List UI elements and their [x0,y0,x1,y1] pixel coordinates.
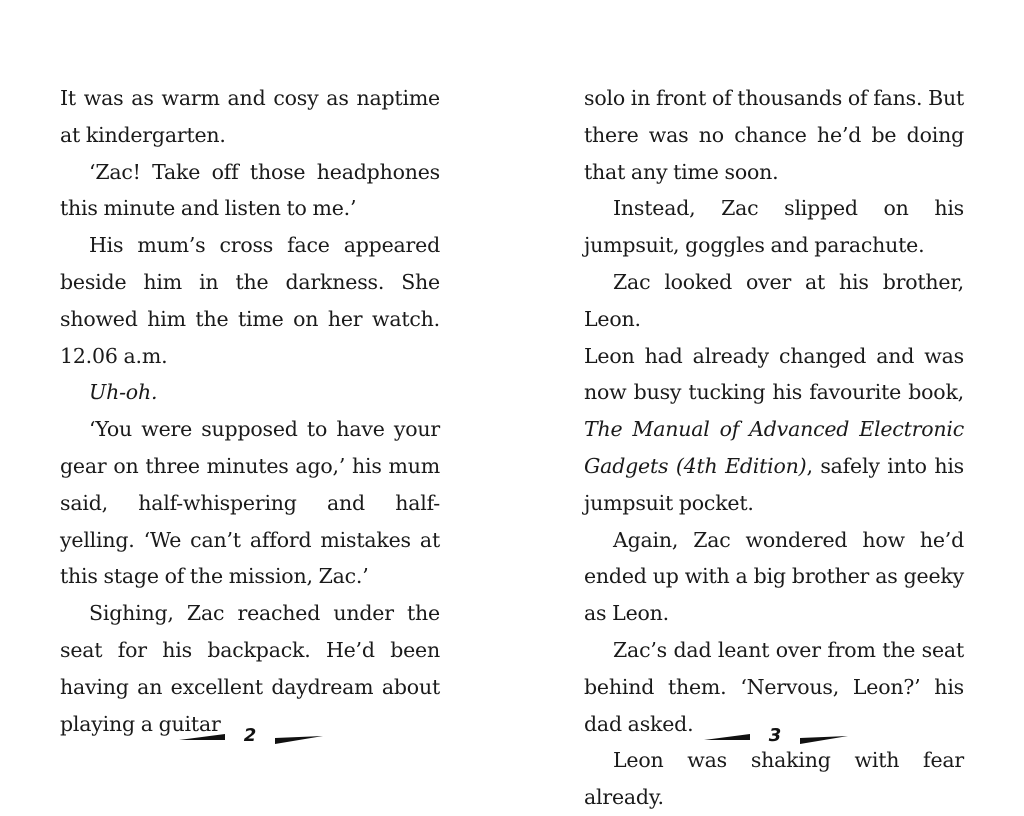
page-number: 3 [768,725,782,746]
paragraph: Leon was shaking with fear already. [584,748,964,810]
paragraph: Zac looked over at his brother, Leon. [584,269,964,331]
paragraph: Instead, Zac slipped on his jumpsuit, goggles and parachute. [584,196,964,258]
paragraph: ‘You were supposed to have your gear on three minutes ago,’ his mum said, half-whispering and half-yelling. ‘We can’t afford mistakes at this stage of the mission, Zac.’ [60,417,440,589]
paragraph [584,338,964,522]
paragraph-text: , safely into his jumpsuit pocket. [584,453,964,515]
paragraph-text: Leon had already changed and was now busy tucking his favourite book, [584,343,964,405]
paragraph: His mum’s cross face appeared beside him in the darkness. She showed him the time on her watch. 12.06 a.m. [60,233,440,368]
book-title: The Manual of Advanced Electronic Gadgets (4th Edition) [584,417,964,478]
paragraph: Again, Zac wondered how he’d ended up with a big brother as geeky as Leon. [584,527,964,626]
italic-text: Uh-oh. [89,380,158,405]
paragraph: solo in front of thousands of fans. But there was no chance he’d be doing that any time soon. [584,86,964,184]
page-number-footer-left [175,724,325,752]
paragraph: ‘Zac! Take off those headphones this minute and listen to me.’ [60,159,440,221]
left-page [60,80,440,742]
paragraph: Sighing, Zac reached under the seat for his backpack. He’d been having an excellent daydream about playing a guitar [60,601,440,736]
paragraph [60,374,440,411]
page-number: 2 [243,725,257,746]
paragraph: Zac’s dad leant over from the seat behind them. ‘Nervous, Leon?’ his dad asked. [584,637,964,736]
paragraph: It was as warm and cosy as naptime at kindergarten. [60,86,440,147]
page-number-footer-right [700,724,850,752]
right-page [584,80,964,816]
